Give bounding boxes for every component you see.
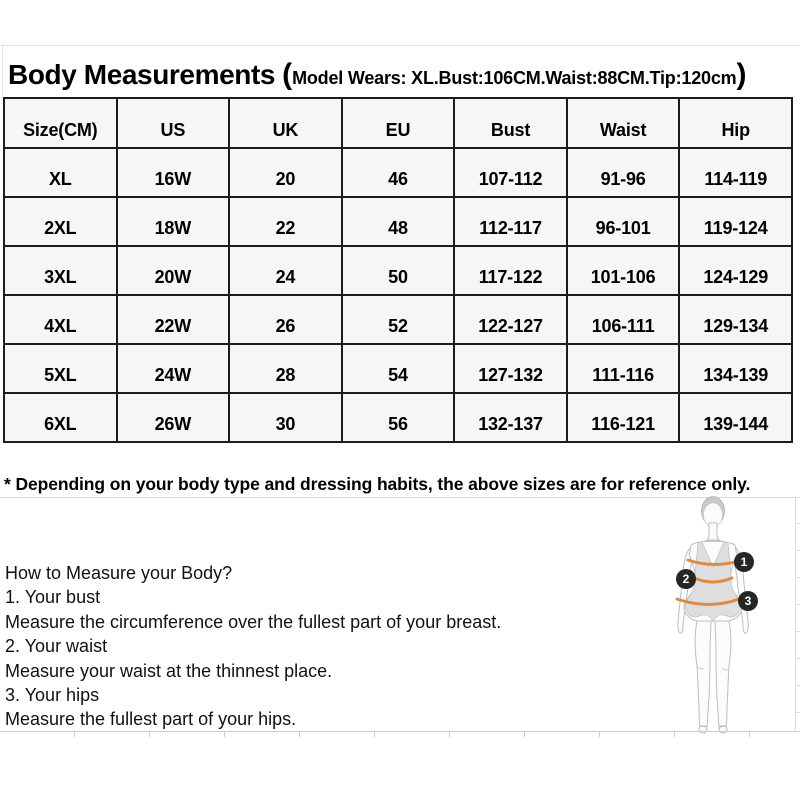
waist-badge (676, 569, 696, 589)
table-cell: 101-106 (567, 246, 680, 295)
table-cell: 116-121 (567, 393, 680, 442)
table-cell: 107-112 (454, 148, 567, 197)
table-cell: 91-96 (567, 148, 680, 197)
table-row (4, 344, 792, 393)
title-text: Body Measurements (8, 59, 276, 90)
model-info: Model Wears: XL.Bust:106CM.Waist:88CM.Tip:120cm (292, 68, 737, 88)
table-cell: 18W (117, 197, 230, 246)
table-row (4, 393, 792, 442)
header-row (4, 98, 792, 148)
table-cell: 52 (342, 295, 455, 344)
figure-right-leg (715, 621, 731, 726)
table-cell: 3XL (4, 246, 117, 295)
waist-badge-number: 2 (682, 572, 690, 587)
table-row (4, 295, 792, 344)
page-title (8, 58, 746, 92)
table-cell: 24W (117, 344, 230, 393)
instructions-heading: How to Measure your Body? (5, 563, 233, 583)
column-header: Bust (454, 98, 567, 148)
table-cell: 114-119 (679, 148, 792, 197)
table-cell: 6XL (4, 393, 117, 442)
step-detail: Measure your waist at the thinnest place. (5, 660, 333, 681)
table-cell: 16W (117, 148, 230, 197)
table-cell: 96-101 (567, 197, 680, 246)
table-cell: 28 (229, 344, 342, 393)
column-header: US (117, 98, 230, 148)
column-header: Size(CM) (4, 98, 117, 148)
body-measurement-figure (652, 494, 772, 734)
table-cell: 30 (229, 393, 342, 442)
gridline-row-stubs (796, 497, 800, 731)
step-label: 1. Your bust (5, 587, 101, 608)
table-cell: 124-129 (679, 246, 792, 295)
step-detail: Measure the circumference over the fullest part of your breast. (5, 611, 502, 632)
size-table (3, 97, 793, 443)
column-header: Waist (567, 98, 680, 148)
step-label: 3. Your hips (5, 685, 100, 706)
table-cell: 139-144 (679, 393, 792, 442)
table-cell: 2XL (4, 197, 117, 246)
table-row (4, 148, 792, 197)
table-cell: 24 (229, 246, 342, 295)
figure-left-leg (695, 621, 711, 726)
gridline-top (0, 45, 800, 46)
table-row (4, 246, 792, 295)
table-cell: 26W (117, 393, 230, 442)
table-cell: 106-111 (567, 295, 680, 344)
table-cell: 111-116 (567, 344, 680, 393)
hip-badge-number: 3 (744, 594, 752, 609)
table-cell: 4XL (4, 295, 117, 344)
measure-instructions (5, 561, 501, 732)
gridline-col-stubs (0, 732, 800, 737)
table-cell: 117-122 (454, 246, 567, 295)
column-header: EU (342, 98, 455, 148)
table-cell: 56 (342, 393, 455, 442)
table-cell: 20W (117, 246, 230, 295)
table-cell: 127-132 (454, 344, 567, 393)
table-cell: 134-139 (679, 344, 792, 393)
table-cell: 54 (342, 344, 455, 393)
bust-badge (734, 552, 754, 572)
step-detail: Measure the fullest part of your hips. (5, 709, 297, 730)
table-cell: 46 (342, 148, 455, 197)
table-cell: 22W (117, 295, 230, 344)
gridline-left (2, 45, 3, 97)
table-cell: 112-117 (454, 197, 567, 246)
table-cell: XL (4, 148, 117, 197)
table-cell: 50 (342, 246, 455, 295)
bust-badge-number: 1 (740, 555, 748, 570)
table-cell: 122-127 (454, 295, 567, 344)
table-cell: 132-137 (454, 393, 567, 442)
paren-close: ) (736, 58, 747, 91)
table-cell: 5XL (4, 344, 117, 393)
paren-open: ( (282, 58, 293, 91)
column-header: Hip (679, 98, 792, 148)
column-header: UK (229, 98, 342, 148)
step-label: 2. Your waist (5, 636, 108, 657)
hip-badge (738, 591, 758, 611)
table-cell: 119-124 (679, 197, 792, 246)
table-cell: 48 (342, 197, 455, 246)
table-cell: 20 (229, 148, 342, 197)
disclaimer-note: * Depending on your body type and dressing habits, the above sizes are for reference only. (4, 474, 751, 494)
table-cell: 129-134 (679, 295, 792, 344)
table-row (4, 197, 792, 246)
table-cell: 26 (229, 295, 342, 344)
table-cell: 22 (229, 197, 342, 246)
